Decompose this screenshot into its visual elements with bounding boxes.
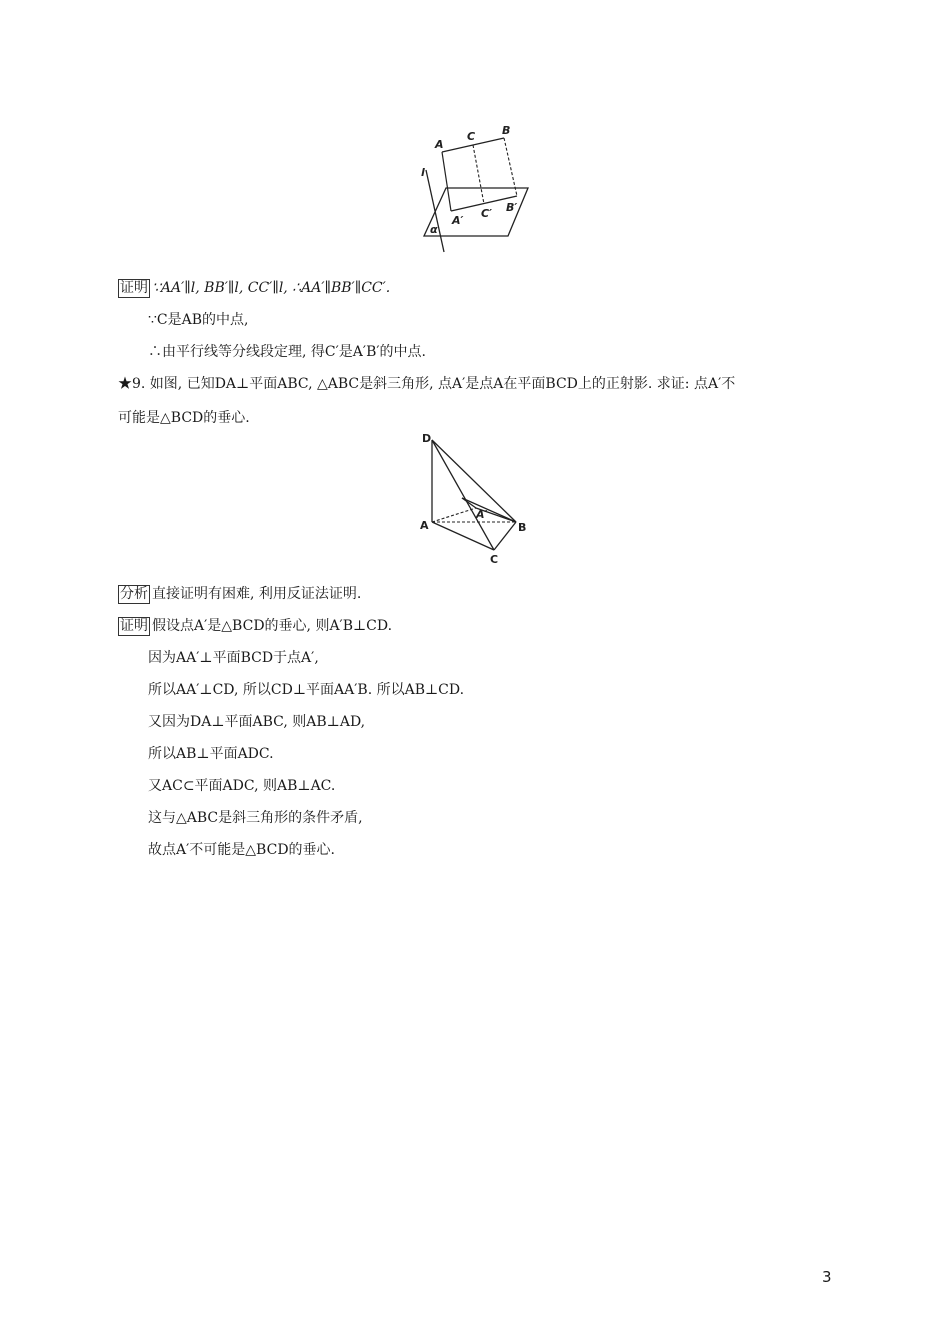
label-B: B (518, 521, 527, 534)
segment-aa1 (442, 152, 451, 211)
analysis-text: 直接证明有困难, 利用反证法证明. (152, 586, 362, 602)
label-l: l (421, 166, 425, 179)
label-B-prime: B′ (506, 201, 518, 214)
edge-dc (432, 440, 494, 550)
figure-tetrahedron (418, 428, 538, 568)
edge-db (432, 440, 516, 522)
label-A: A (435, 138, 444, 151)
proof-2-line-2: 所以AA′⊥CD, 所以CD⊥平面AA′B. 所以AB⊥CD. (148, 682, 465, 698)
segment-cc1 (473, 145, 484, 204)
label-B: B (502, 124, 511, 137)
proof-tag: 证明 (120, 280, 148, 296)
label-C: C (467, 130, 476, 143)
proof-1-line-3: ∴由平行线等分线段定理, 得C′是A′B′的中点. (148, 344, 426, 360)
figure-parallel-projection (410, 120, 540, 260)
label-alpha: α (430, 223, 438, 236)
proof-1-text-1: ∵AA′∥l, BB′∥l, CC′∥l, ∴AA′∥BB′∥CC′. (152, 280, 391, 296)
proof-2-line-7: 故点A′不可能是△BCD的垂心. (148, 842, 335, 858)
label-C-prime: C′ (481, 207, 492, 220)
proof-2-line-3: 又因为DA⊥平面ABC, 则AB⊥AD, (148, 714, 366, 730)
proof-2-line-0 (118, 616, 392, 636)
page-number: 3 (822, 1268, 832, 1286)
line-l (426, 170, 444, 252)
edge-ac (432, 522, 494, 550)
label-A-prime: A′ (452, 214, 464, 227)
label-A: A (420, 519, 429, 532)
proof-2-first: 假设点A′是△BCD的垂心, 则A′B⊥CD. (152, 618, 393, 634)
proof-1-line-1 (118, 278, 390, 298)
proof-2-line-4: 所以AB⊥平面ADC. (148, 746, 274, 762)
proof-1-line-2: ∵C是AB的中点, (148, 312, 249, 328)
segment-bb1 (504, 138, 517, 196)
label-C: C (490, 553, 499, 566)
segment-top (462, 498, 516, 522)
edge-cb (494, 522, 516, 550)
proof-2-line-5: 又AC⊂平面ADC, 则AB⊥AC. (148, 778, 336, 794)
analysis-tag: 分析 (120, 586, 148, 602)
problem-9-line-2: 可能是△BCD的垂心. (118, 410, 250, 426)
analysis-line (118, 584, 361, 604)
problem-9-line-1: ★9. 如图, 已知DA⊥平面ABC, △ABC是斜三角形, 点A′是点A在平面BCD上的正射影. 求证: 点A′不 (118, 376, 736, 392)
proof-2-line-6: 这与△ABC是斜三角形的条件矛盾, (148, 810, 363, 826)
label-A-prime: A′ (476, 508, 488, 521)
proof-tag: 证明 (120, 618, 148, 634)
segment-a-a1 (432, 508, 476, 522)
label-D: D (422, 432, 432, 445)
proof-2-line-1: 因为AA′⊥平面BCD于点A′, (148, 650, 319, 666)
